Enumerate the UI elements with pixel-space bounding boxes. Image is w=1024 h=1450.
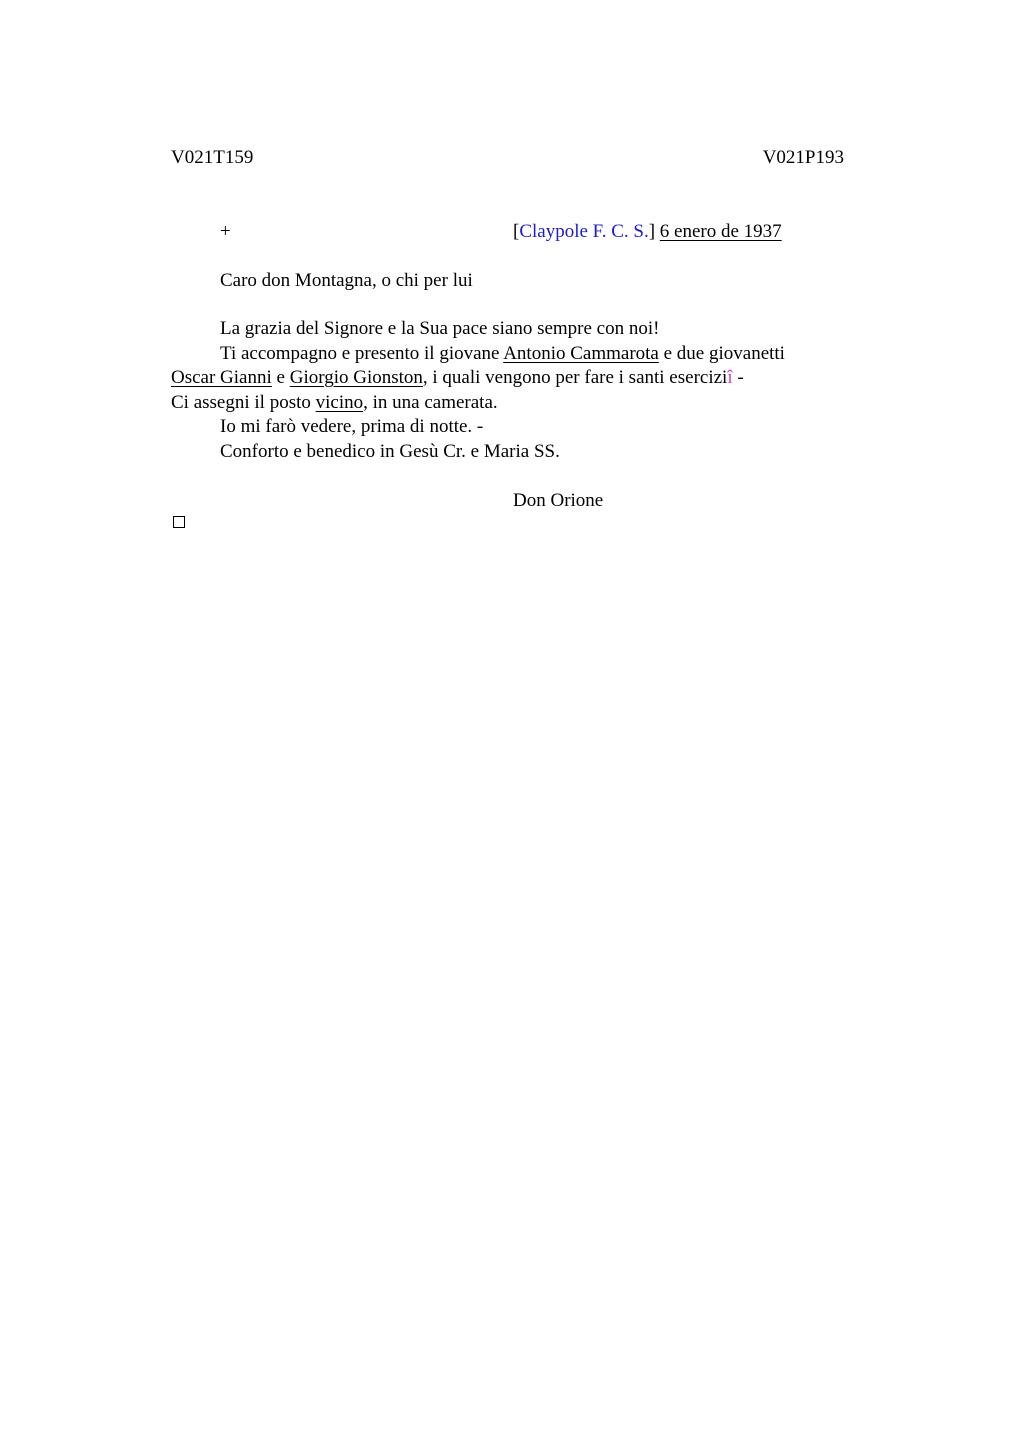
p2-text-a: Ti accompagno e presento il giovane xyxy=(220,343,504,364)
p4-text-a: Ci assegni il posto xyxy=(171,392,316,413)
person-name-oscar: Oscar Gianni xyxy=(171,367,272,388)
paragraph-4 xyxy=(171,391,498,415)
person-name-antonio: Antonio Cammarota xyxy=(503,343,659,364)
right-page-code: V021P193 xyxy=(762,147,844,168)
salutation: Caro don Montagna, o chi per lui xyxy=(220,270,473,291)
paragraph-2 xyxy=(220,342,785,366)
letter-date: 6 enero de 1937 xyxy=(659,221,782,242)
word-vicino: vicino xyxy=(315,392,364,413)
p3-text-b: , i quali vengono per fare i santi esercizi xyxy=(422,367,728,388)
person-name-giorgio: Giorgio Gionston xyxy=(289,367,423,388)
bracket-close: ] xyxy=(648,221,656,242)
left-document-code: V021T159 xyxy=(171,147,254,168)
paragraph-5: Io mi farò vedere, prima di notte. - xyxy=(220,416,484,437)
p2-text-b: e due giovanetti xyxy=(658,343,785,364)
cross-symbol: + xyxy=(220,221,231,242)
p3-text-c: - xyxy=(732,367,744,388)
p3-text-a: e xyxy=(271,367,290,388)
paragraph-6: Conforto e benedico in Gesù Cr. e Maria SS. xyxy=(220,441,560,462)
end-box-icon xyxy=(173,516,185,528)
annotation-mark: î xyxy=(727,367,733,388)
place-date-line xyxy=(513,220,782,244)
paragraph-1: La grazia del Signore e la Sua pace siano sempre con noi! xyxy=(220,318,660,339)
p4-text-b: , in una camerata. xyxy=(363,392,498,413)
place-name: Claypole F. C. S. xyxy=(519,221,649,242)
paragraph-3 xyxy=(171,366,744,390)
bracket-open: [ xyxy=(513,221,520,242)
signature: Don Orione xyxy=(513,490,604,511)
